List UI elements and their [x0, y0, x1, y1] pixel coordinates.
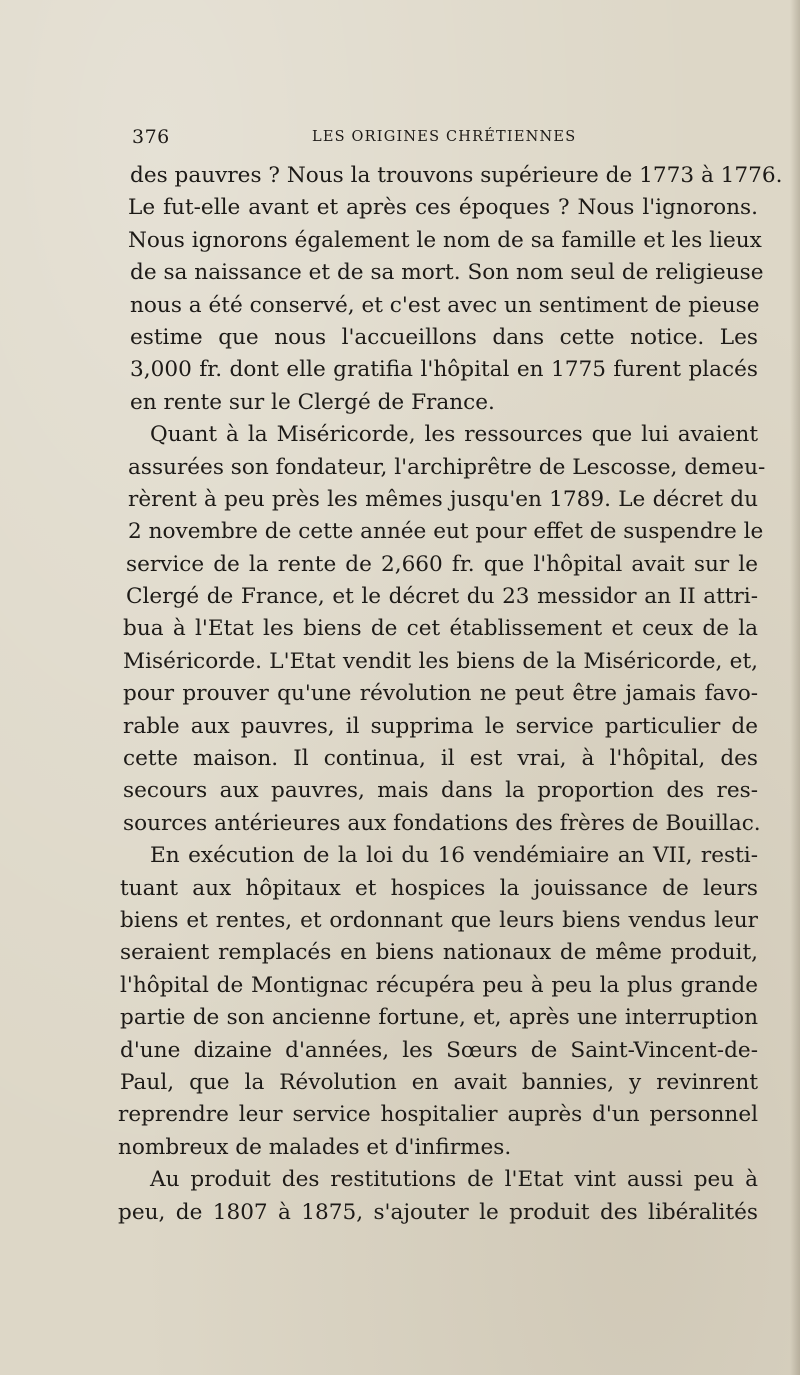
paragraph-first-line: Quant à la Miséricorde, les ressources que lui avaient: [150, 422, 758, 448]
running-title: LES ORIGINES CHRÉTIENNES: [312, 129, 577, 145]
text-line: secours aux pauvres, mais dans la proportion des res-: [123, 778, 758, 804]
text-line: partie de son ancienne fortune, et, après une interruption: [120, 1005, 758, 1031]
text-line: Miséricorde. L'Etat vendit les biens de la Miséricorde, et,: [123, 648, 758, 674]
running-header: [132, 126, 752, 152]
text-line: Clergé de France, et le décret du 23 messidor an II attri-: [126, 584, 758, 610]
text-line: de sa naissance et de sa mort. Son nom seul de religieuse: [130, 260, 764, 286]
text-line: Le fut-elle avant et après ces époques ? Nous l'ignorons.: [128, 195, 758, 221]
text-line: nous a été conservé, et c'est avec un sentiment de pieuse: [130, 292, 760, 318]
text-line: assurées son fondateur, l'archiprêtre de Lescosse, demeu-: [128, 454, 766, 480]
text-line: 3,000 fr. dont elle gratifia l'hôpital en 1775 furent placés: [130, 357, 758, 383]
text-line: nombreux de malades et d'infirmes.: [118, 1134, 512, 1160]
text-line: cette maison. Il continua, il est vrai, à l'hôpital, des: [123, 746, 758, 772]
text-line: Paul, que la Révolution en avait bannies, y revinrent: [120, 1069, 758, 1095]
text-line: 2 novembre de cette année eut pour effet de suspendre le: [128, 519, 764, 545]
text-line: seraient remplacés en biens nationaux de même produit,: [120, 940, 758, 966]
text-line: service de la rente de 2,660 fr. que l'hôpital avait sur le: [126, 551, 758, 577]
body-text: [118, 160, 783, 1229]
text-line: rable aux pauvres, il supprima le service particulier de: [123, 713, 758, 739]
text-line: tuant aux hôpitaux et hospices la jouissance de leurs: [120, 875, 758, 901]
paragraph-first-line: Au produit des restitutions de l'Etat vint aussi peu à: [150, 1167, 758, 1193]
text-line: d'une dizaine d'années, les Sœurs de Saint-Vincent-de-: [120, 1037, 758, 1063]
text-line: biens et rentes, et ordonnant que leurs biens vendus leur: [120, 907, 758, 933]
text-line: des pauvres ? Nous la trouvons supérieure de 1773 à 1776.: [130, 163, 783, 188]
text-line: sources antérieures aux fondations des frères de Bouillac.: [123, 810, 761, 836]
page-edge-shadow: [790, 0, 800, 1375]
text-line: l'hôpital de Montignac récupéra peu à peu la plus grande: [120, 972, 758, 998]
text-line: peu, de 1807 à 1875, s'ajouter le produit des libéralités: [118, 1199, 758, 1225]
text-line: Nous ignorons également le nom de sa famille et les lieux: [128, 227, 762, 253]
paragraph-first-line: En exécution de la loi du 16 vendémiaire an VII, resti-: [150, 843, 758, 869]
text-line: en rente sur le Clergé de France.: [130, 389, 495, 415]
page-number: 376: [132, 126, 170, 148]
text-line: rèrent à peu près les mêmes jusqu'en 1789. Le décret du: [128, 486, 758, 512]
text-line: bua à l'Etat les biens de cet établissement et ceux de la: [123, 616, 758, 642]
text-line: pour prouver qu'une révolution ne peut être jamais favo-: [123, 681, 758, 707]
text-line: estime que nous l'accueillons dans cette notice. Les: [130, 324, 758, 350]
text-line: reprendre leur service hospitalier auprès d'un personnel: [118, 1102, 758, 1128]
